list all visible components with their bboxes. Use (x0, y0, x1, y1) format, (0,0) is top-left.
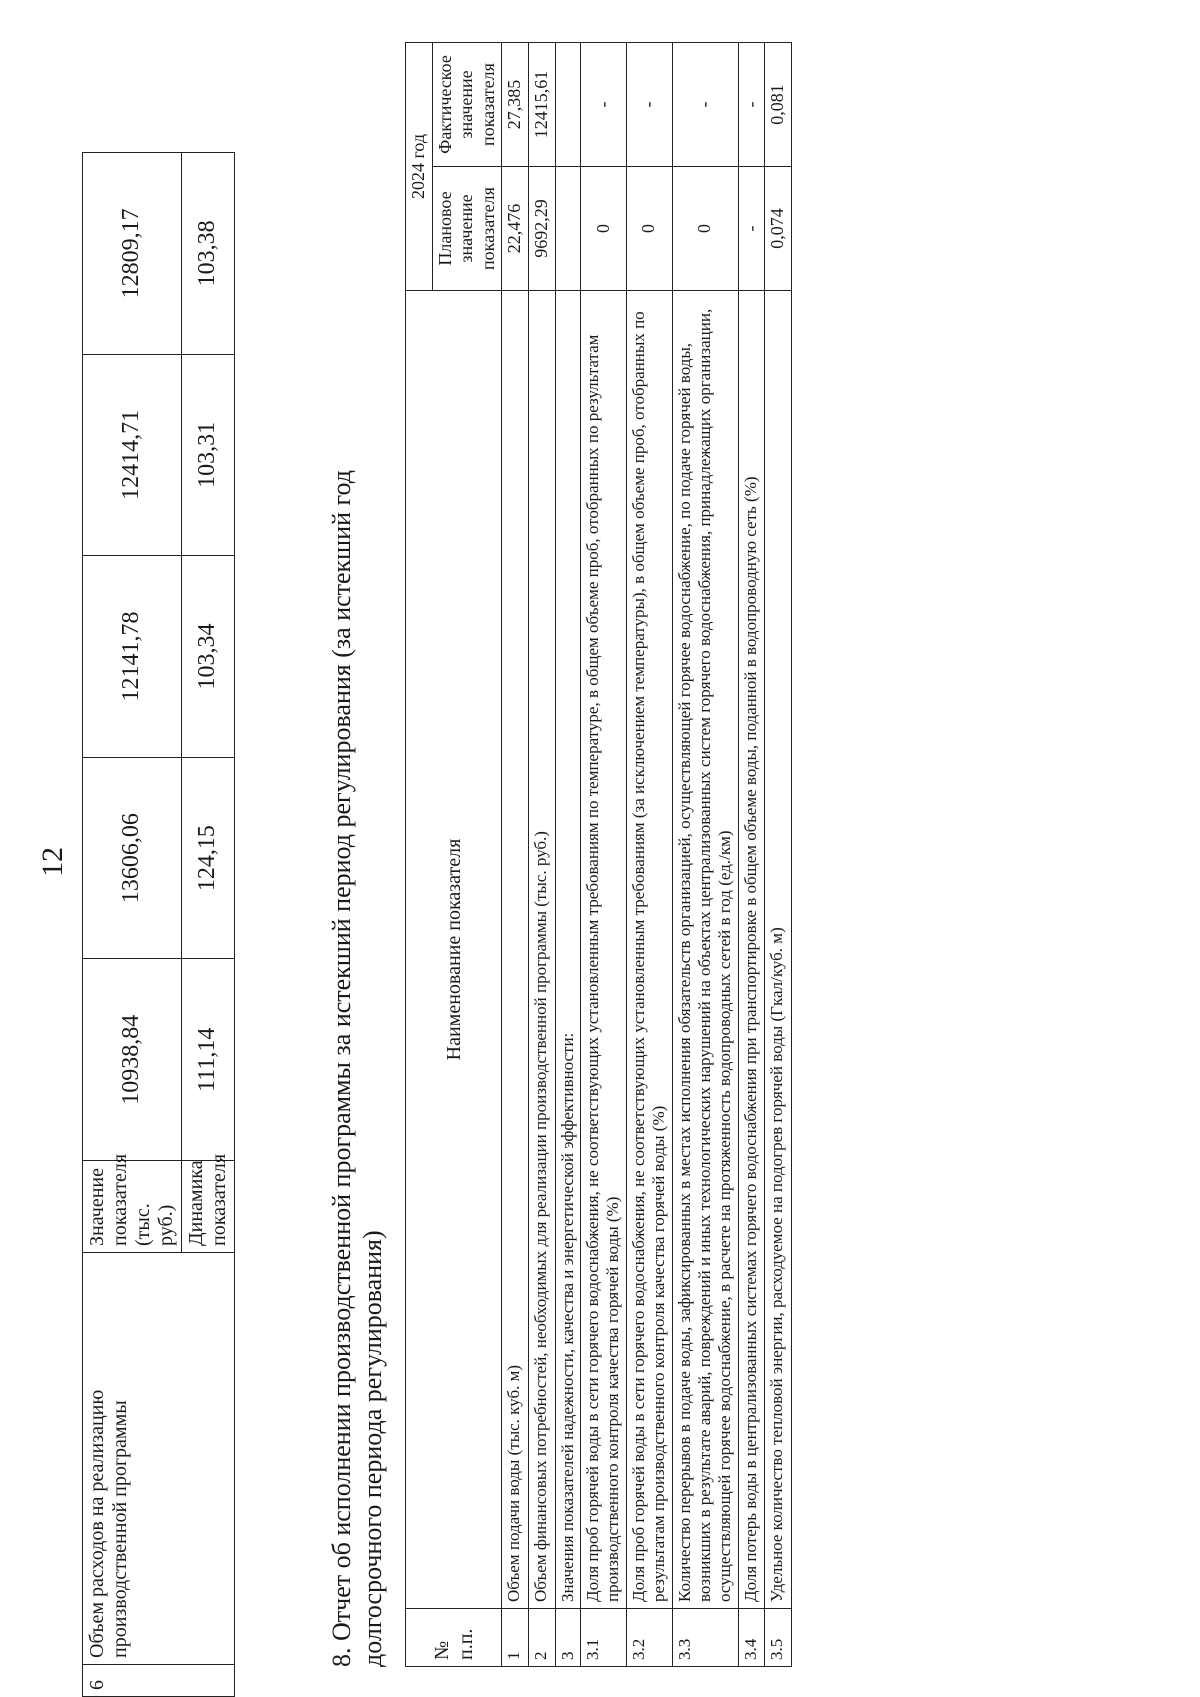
plan-value (555, 167, 580, 291)
plan-value: 0,074 (765, 167, 792, 291)
row-label-cell: Значение показателя (тыс. руб.) (83, 1161, 182, 1253)
row-name: Количество перерывов в подаче воды, зафиксированных в местах исполнения обязательств организацией, осуществляющей горячее водоснабжение, по подаче горячей воды, возникших в результате аварий, повреждений и иных технологических нарушений на объектах централизованных систем горячего водоснабжения, принадлежащих организации, осуществляющей горячее водоснабжение, в расчете на протяженность водопроводных сетей в год (ед./км) (672, 291, 738, 1609)
row-number: 3.3 (672, 1609, 738, 1667)
row-name: Объем подачи воды (тыс. куб. м) (502, 291, 529, 1609)
value-cell: 12809,17 (83, 153, 182, 355)
row-label-cell: Динамика показателя (182, 1161, 235, 1253)
row-name: Объем финансовых потребностей, необходимых для реализации производственной программы (тыс. руб.) (528, 291, 555, 1609)
table-row (580, 43, 626, 1667)
table-row (83, 153, 182, 1697)
plan-value: 0 (580, 167, 626, 291)
value-cell: 10938,84 (83, 959, 182, 1161)
value-cell: 124,15 (182, 757, 235, 959)
value-cell: 103,38 (182, 153, 235, 355)
fact-value: 12415,61 (528, 43, 555, 167)
page-number: 12 (36, 847, 69, 877)
fact-value: - (672, 43, 738, 167)
row-name: Доля проб горячей воды в сети горячего водоснабжения, не соответствующих установленным требованиям (за исключением температуры), в общем объеме проб, отобранных по результатам производственного контроля качества горячей воды (%) (626, 291, 672, 1609)
header-plan: Плановое значение показателя (432, 167, 502, 291)
header-fact: Фактическое значение показателя (432, 43, 502, 167)
row-number: 3.4 (738, 1609, 765, 1667)
row-number: 3 (555, 1609, 580, 1667)
table-row (738, 43, 765, 1667)
plan-value: - (738, 167, 765, 291)
fact-value: - (738, 43, 765, 167)
section-heading: 8. Отчет об исполнении производственной программы за истекший период регулирования (за истекший год долгосрочного периода регулирования) (327, 469, 388, 1667)
plan-value: 0 (672, 167, 738, 291)
table-row (555, 43, 580, 1667)
row-name: Значения показателей надежности, качества и энергетической эффективности: (555, 291, 580, 1609)
fact-value: 0,081 (765, 43, 792, 167)
expenses-table (82, 152, 235, 1697)
value-cell: 12414,71 (83, 354, 182, 556)
table-row (528, 43, 555, 1667)
row-name-cell: Объем расходов на реализацию производственной программы (83, 1253, 235, 1665)
value-cell: 103,34 (182, 556, 235, 758)
fact-value: - (626, 43, 672, 167)
fact-value: - (580, 43, 626, 167)
header-num: № п.п. (406, 1609, 502, 1667)
row-name: Удельное количество тепловой энергии, расходуемое на подогрев горячей воды (Гкал/куб. м) (765, 291, 792, 1609)
row-number: 3.2 (626, 1609, 672, 1667)
value-cell: 111,14 (182, 959, 235, 1161)
header-name: Наименование показателя (406, 291, 502, 1609)
header-row (406, 43, 433, 1667)
plan-value: 0 (626, 167, 672, 291)
table-row (626, 43, 672, 1667)
table-row (765, 43, 792, 1667)
row-number: 1 (502, 1609, 529, 1667)
plan-value: 9692,29 (528, 167, 555, 291)
program-report-table (405, 42, 792, 1667)
row-number: 2 (528, 1609, 555, 1667)
row-number: 3.5 (765, 1609, 792, 1667)
value-cell: 12141,78 (83, 556, 182, 758)
fact-value (555, 43, 580, 167)
value-cell: 103,31 (182, 354, 235, 556)
row-name: Доля потерь воды в централизованных системах горячего водоснабжения при транспортировке в общем объеме воды, поданной в водопроводную сеть (%) (738, 291, 765, 1609)
table-row (502, 43, 529, 1667)
value-cell: 13606,06 (83, 757, 182, 959)
row-number: 3.1 (580, 1609, 626, 1667)
row-number-cell: 6 (83, 1665, 235, 1697)
row-name: Доля проб горячей воды в сети горячего водоснабжения, не соответствующих установленным требованиям по температуре, в общем объеме проб, отобранных по результатам производственного контроля качества горячей воды (%) (580, 291, 626, 1609)
plan-value: 22,476 (502, 167, 529, 291)
fact-value: 27,385 (502, 43, 529, 167)
table-row (672, 43, 738, 1667)
header-year: 2024 год (406, 43, 433, 291)
